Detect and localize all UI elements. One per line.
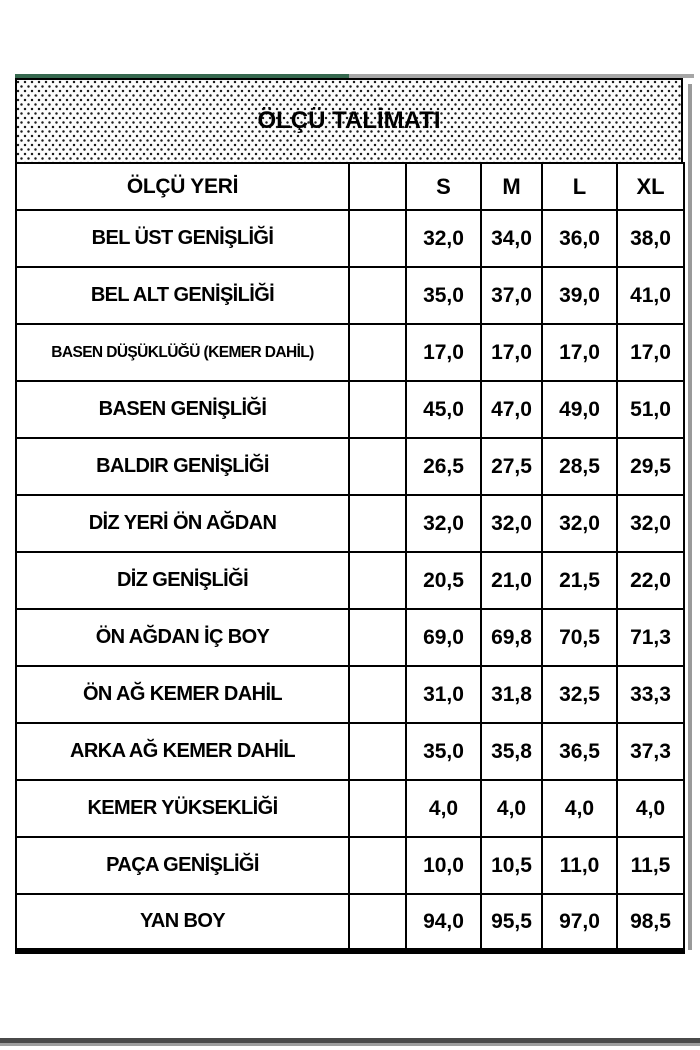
value-xl: 32,0	[617, 495, 684, 552]
value-s: 32,0	[406, 495, 481, 552]
value-m: 10,5	[481, 837, 542, 894]
blank-cell	[349, 324, 406, 381]
value-s: 20,5	[406, 552, 481, 609]
value-s: 45,0	[406, 381, 481, 438]
col-header-size-l: L	[542, 163, 617, 210]
value-m: 69,8	[481, 609, 542, 666]
measure-label: YAN BOY	[16, 894, 349, 951]
value-l: 39,0	[542, 267, 617, 324]
value-l: 70,5	[542, 609, 617, 666]
value-m: 17,0	[481, 324, 542, 381]
value-s: 17,0	[406, 324, 481, 381]
value-s: 94,0	[406, 894, 481, 951]
blank-cell	[349, 837, 406, 894]
value-xl: 51,0	[617, 381, 684, 438]
table-row	[16, 894, 684, 951]
measure-label: ÖN AĞ KEMER DAHİL	[16, 666, 349, 723]
table-row	[16, 723, 684, 780]
value-l: 4,0	[542, 780, 617, 837]
blank-cell	[349, 210, 406, 267]
value-l: 21,5	[542, 552, 617, 609]
blank-cell	[349, 780, 406, 837]
value-l: 11,0	[542, 837, 617, 894]
size-chart-table	[15, 78, 683, 954]
table-row	[16, 267, 684, 324]
value-xl: 37,3	[617, 723, 684, 780]
table-header	[16, 163, 684, 210]
value-s: 10,0	[406, 837, 481, 894]
blank-cell	[349, 666, 406, 723]
col-header-size-xl: XL	[617, 163, 684, 210]
value-xl: 22,0	[617, 552, 684, 609]
value-xl: 29,5	[617, 438, 684, 495]
value-m: 34,0	[481, 210, 542, 267]
value-l: 28,5	[542, 438, 617, 495]
value-l: 17,0	[542, 324, 617, 381]
measure-label: DİZ YERİ ÖN AĞDAN	[16, 495, 349, 552]
value-xl: 4,0	[617, 780, 684, 837]
value-s: 4,0	[406, 780, 481, 837]
value-l: 32,5	[542, 666, 617, 723]
table-drop-shadow	[688, 84, 692, 950]
value-s: 26,5	[406, 438, 481, 495]
table-body	[16, 210, 684, 951]
value-m: 27,5	[481, 438, 542, 495]
value-xl: 71,3	[617, 609, 684, 666]
value-xl: 17,0	[617, 324, 684, 381]
table-row	[16, 552, 684, 609]
window-bottom-edge-light	[0, 1043, 700, 1046]
value-s: 35,0	[406, 723, 481, 780]
table-row	[16, 381, 684, 438]
measure-label: BASEN DÜŞÜKLÜĞÜ (KEMER DAHİL)	[16, 324, 349, 381]
value-xl: 38,0	[617, 210, 684, 267]
value-xl: 98,5	[617, 894, 684, 951]
measure-label: ARKA AĞ KEMER DAHİL	[16, 723, 349, 780]
value-s: 69,0	[406, 609, 481, 666]
measure-label: BASEN GENİŞLİĞİ	[16, 381, 349, 438]
value-m: 35,8	[481, 723, 542, 780]
measure-label: ÖN AĞDAN İÇ BOY	[16, 609, 349, 666]
col-header-measure: ÖLÇÜ YERİ	[16, 163, 349, 210]
value-m: 32,0	[481, 495, 542, 552]
window-bottom-edge	[0, 1038, 700, 1046]
measure-label: PAÇA GENİŞLİĞİ	[16, 837, 349, 894]
value-m: 21,0	[481, 552, 542, 609]
measure-label: BEL ÜST GENİŞLİĞİ	[16, 210, 349, 267]
table-row	[16, 780, 684, 837]
table-title-band	[15, 78, 683, 162]
value-l: 32,0	[542, 495, 617, 552]
value-m: 37,0	[481, 267, 542, 324]
measure-label: DİZ GENİŞLİĞİ	[16, 552, 349, 609]
value-l: 36,0	[542, 210, 617, 267]
blank-cell	[349, 552, 406, 609]
value-xl: 41,0	[617, 267, 684, 324]
blank-cell	[349, 381, 406, 438]
table-row	[16, 324, 684, 381]
value-s: 31,0	[406, 666, 481, 723]
blank-cell	[349, 438, 406, 495]
value-l: 49,0	[542, 381, 617, 438]
measure-label: BALDIR GENİŞLİĞİ	[16, 438, 349, 495]
table-row	[16, 837, 684, 894]
col-header-size-m: M	[481, 163, 542, 210]
value-l: 36,5	[542, 723, 617, 780]
value-s: 35,0	[406, 267, 481, 324]
measure-label: KEMER YÜKSEKLİĞİ	[16, 780, 349, 837]
measurement-table	[15, 162, 685, 954]
table-title: ÖLÇÜ TALİMATI	[257, 107, 441, 134]
col-header-size-s: S	[406, 163, 481, 210]
blank-cell	[349, 609, 406, 666]
blank-cell	[349, 495, 406, 552]
value-m: 47,0	[481, 381, 542, 438]
col-header-blank	[349, 163, 406, 210]
table-row	[16, 210, 684, 267]
header-row	[16, 163, 684, 210]
table-row	[16, 495, 684, 552]
measure-label: BEL ALT GENİŞİLİĞİ	[16, 267, 349, 324]
value-m: 95,5	[481, 894, 542, 951]
value-s: 32,0	[406, 210, 481, 267]
blank-cell	[349, 723, 406, 780]
blank-cell	[349, 267, 406, 324]
table-row	[16, 666, 684, 723]
table-row	[16, 609, 684, 666]
value-xl: 11,5	[617, 837, 684, 894]
blank-cell	[349, 894, 406, 951]
value-l: 97,0	[542, 894, 617, 951]
table-row	[16, 438, 684, 495]
value-m: 4,0	[481, 780, 542, 837]
value-xl: 33,3	[617, 666, 684, 723]
value-m: 31,8	[481, 666, 542, 723]
